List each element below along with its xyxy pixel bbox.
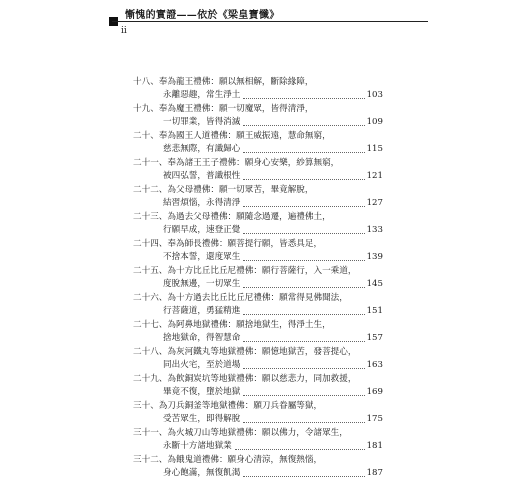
toc-entry-continuation: 畢竟不復，墮於地獄 [163,387,241,397]
toc-entry [133,130,383,157]
toc-entry-heading: 二十九、為飲銅炭坑等地獄禮佛：願以慈悲力，同加救援， [133,374,357,384]
toc-entry-continuation: 永斷十方諸地獄業 [163,441,232,451]
toc-entry-line [133,386,383,399]
toc-entry-continuation: 結習煩惱，永得清淨 [163,198,241,208]
dot-leader [243,395,364,396]
toc-entry-line [133,359,383,372]
toc-entry-line [133,305,383,318]
dot-leader [243,476,364,477]
toc-entry-heading: 二十五、為十方比丘比丘尼禮佛：願行菩薩行，入一乘道， [133,266,357,276]
toc-entry [133,427,383,454]
toc-entry-heading: 十八、奉為龍王禮佛：願以無相解，斷除緣障， [133,77,314,87]
toc-entry-heading: 二十、奉為國王人道禮佛：願王威振遠，慧命無窮， [133,131,331,141]
toc-page-number: 139 [366,252,383,262]
toc-entry-continuation: 同出火宅，至於道場 [163,360,241,370]
header-divider [112,21,428,22]
toc-entry-continuation: 行願早成，速登正覺 [163,225,241,235]
toc-entry-line [133,224,383,237]
toc-entry [133,373,383,400]
toc-entry-heading: 十九、奉為魔王禮佛：願一切魔眾，皆得清淨， [133,104,314,114]
toc-entry-line [133,332,383,345]
dot-leader [243,260,364,261]
toc-entry-continuation: 度脫無邊，一切眾生 [163,279,241,289]
dot-leader [243,341,364,342]
toc-page-number: 133 [366,225,383,235]
toc-entry [133,103,383,130]
toc-entry [133,211,383,238]
toc-page-number: 151 [366,306,383,316]
toc-entry-continuation: 慈悲無際，有識歸心 [163,144,241,154]
toc-entry-continuation: 行菩薩道，勇猛精進 [163,306,241,316]
toc-entry-heading: 三十、為刀兵銅釜等地獄禮佛：願刀兵眷屬等獄， [133,401,323,411]
toc-entry-heading: 二十七、為阿鼻地獄禮佛：願捨地獄生，得淨土生， [133,320,331,330]
dot-leader [243,152,364,153]
dot-leader [235,449,365,450]
toc-entry [133,157,383,184]
toc-entry-line [133,170,383,183]
toc-entry-line [133,197,383,210]
toc-entry-line [133,413,383,426]
toc-entry-heading: 二十八、為灰河鐵丸等地獄禮佛：願憶地獄苦，發菩提心， [133,347,357,357]
toc-page-number: 103 [366,90,383,100]
toc-page-number: 115 [366,144,383,154]
table-of-contents [133,76,383,481]
toc-entry-heading: 二十二、為父母禮佛：願一切眾苦，畢竟解脫， [133,185,314,195]
running-header-title: 慚愧的實證——依於《梁皇寶懺》 [125,10,280,21]
toc-entry-continuation: 捨地獄命，得智慧命 [163,333,241,343]
toc-entry-heading: 二十一、奉為諸王王子禮佛：願身心安樂，紗算無窮， [133,158,340,168]
toc-page-number: 127 [366,198,383,208]
dot-leader [243,422,364,423]
toc-page-number: 157 [366,333,383,343]
dot-leader [243,314,364,315]
dot-leader [243,125,364,126]
toc-page-number: 181 [366,441,383,451]
dot-leader [243,368,364,369]
toc-entry [133,346,383,373]
dot-leader [243,287,364,288]
toc-entry-continuation: 受苦眾生，即得解脫 [163,414,241,424]
toc-entry-line [133,143,383,156]
toc-entry-continuation: 不捨本誓，還度眾生 [163,252,241,262]
toc-entry-line [133,89,383,102]
toc-page-number: 187 [366,468,383,478]
page-number: ii [121,26,127,36]
toc-entry-continuation: 一切罪業，皆得消滅 [163,117,241,127]
dot-leader [243,98,364,99]
dot-leader [243,179,364,180]
toc-entry [133,292,383,319]
toc-entry [133,454,383,481]
toc-entry-continuation: 被四弘誓，普識根性 [163,171,241,181]
toc-page-number: 109 [366,117,383,127]
toc-entry-line [133,251,383,264]
toc-entry [133,265,383,292]
toc-entry-line [133,440,383,453]
toc-entry-heading: 二十六、為十方過去比丘比丘尼禮佛：願常得見佛聞法， [133,293,348,303]
toc-entry [133,400,383,427]
toc-entry-continuation: 永離惡趣，常生淨土 [163,90,241,100]
toc-page-number: 169 [366,387,383,397]
toc-entry-line [133,116,383,129]
toc-entry-continuation: 身心飽滿，無復飢渴 [163,468,241,478]
dot-leader [243,233,364,234]
toc-page-number: 163 [366,360,383,370]
toc-page-number: 145 [366,279,383,289]
toc-entry [133,76,383,103]
toc-entry-heading: 二十三、為過去父母禮佛：願隨念過遷，遍禮佛土， [133,212,331,222]
toc-entry-heading: 三十二、為餓鬼道禮佛：願身心清涼，無復熱惱， [133,455,323,465]
dot-leader [243,206,364,207]
toc-entry [133,184,383,211]
toc-entry-heading: 二十四、奉為師長禮佛：願菩提行願，皆悉具足， [133,239,323,249]
toc-page-number: 175 [366,414,383,424]
toc-entry [133,238,383,265]
toc-entry-line [133,278,383,291]
toc-page-number: 121 [366,171,383,181]
toc-entry [133,319,383,346]
toc-entry-heading: 三十一、為火城刀山等地獄禮佛：願以佛力，令諸眾生， [133,428,348,438]
toc-entry-line [133,467,383,480]
